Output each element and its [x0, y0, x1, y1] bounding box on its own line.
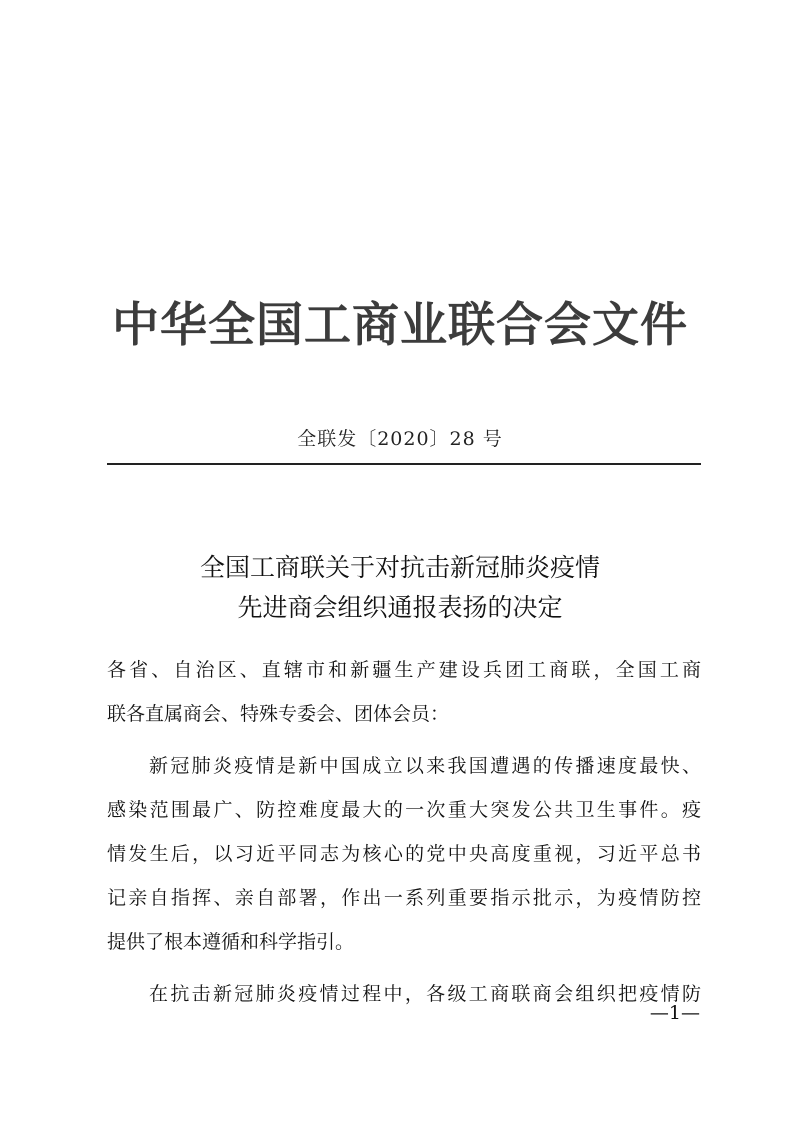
addressee — [107, 648, 701, 736]
paragraph-2 — [107, 972, 701, 1016]
document-body — [107, 648, 701, 1016]
paragraph-line: 新冠肺炎疫情是新中国成立以来我国遭遇的传播速度最快、 — [149, 755, 701, 777]
paragraph-line: 感染范围最广、防控难度最大的一次重大突发公共卫生事件。疫 — [107, 799, 701, 821]
page-number: —1— — [649, 1002, 700, 1024]
document-title — [0, 548, 800, 628]
paragraph-1 — [107, 744, 701, 964]
addressee-line: 联各直属商会、特殊专委会、团体会员： — [107, 703, 450, 725]
paragraph-line: 提供了根本遵循和科学指引。 — [107, 931, 355, 953]
document-number: 全联发〔2020〕28 号 — [297, 428, 503, 450]
title-line: 先进商会组织通报表扬的决定 — [237, 593, 563, 622]
title-line: 全国工商联关于对抗击新冠肺炎疫情 — [199, 553, 600, 582]
header-divider — [107, 463, 701, 465]
paragraph-line: 情发生后，以习近平同志为核心的党中央高度重视，习近平总书 — [107, 843, 701, 865]
document-header: 中华全国工商业联合会文件 — [112, 298, 688, 353]
paragraph-line: 在抗击新冠肺炎疫情过程中，各级工商联商会组织把疫情防 — [149, 983, 701, 1005]
addressee-line: 各省、自治区、直辖市和新疆生产建设兵团工商联，全国工商 — [107, 659, 701, 681]
paragraph-line: 记亲自指挥、亲自部署，作出一系列重要指示批示，为疫情防控 — [107, 887, 701, 909]
